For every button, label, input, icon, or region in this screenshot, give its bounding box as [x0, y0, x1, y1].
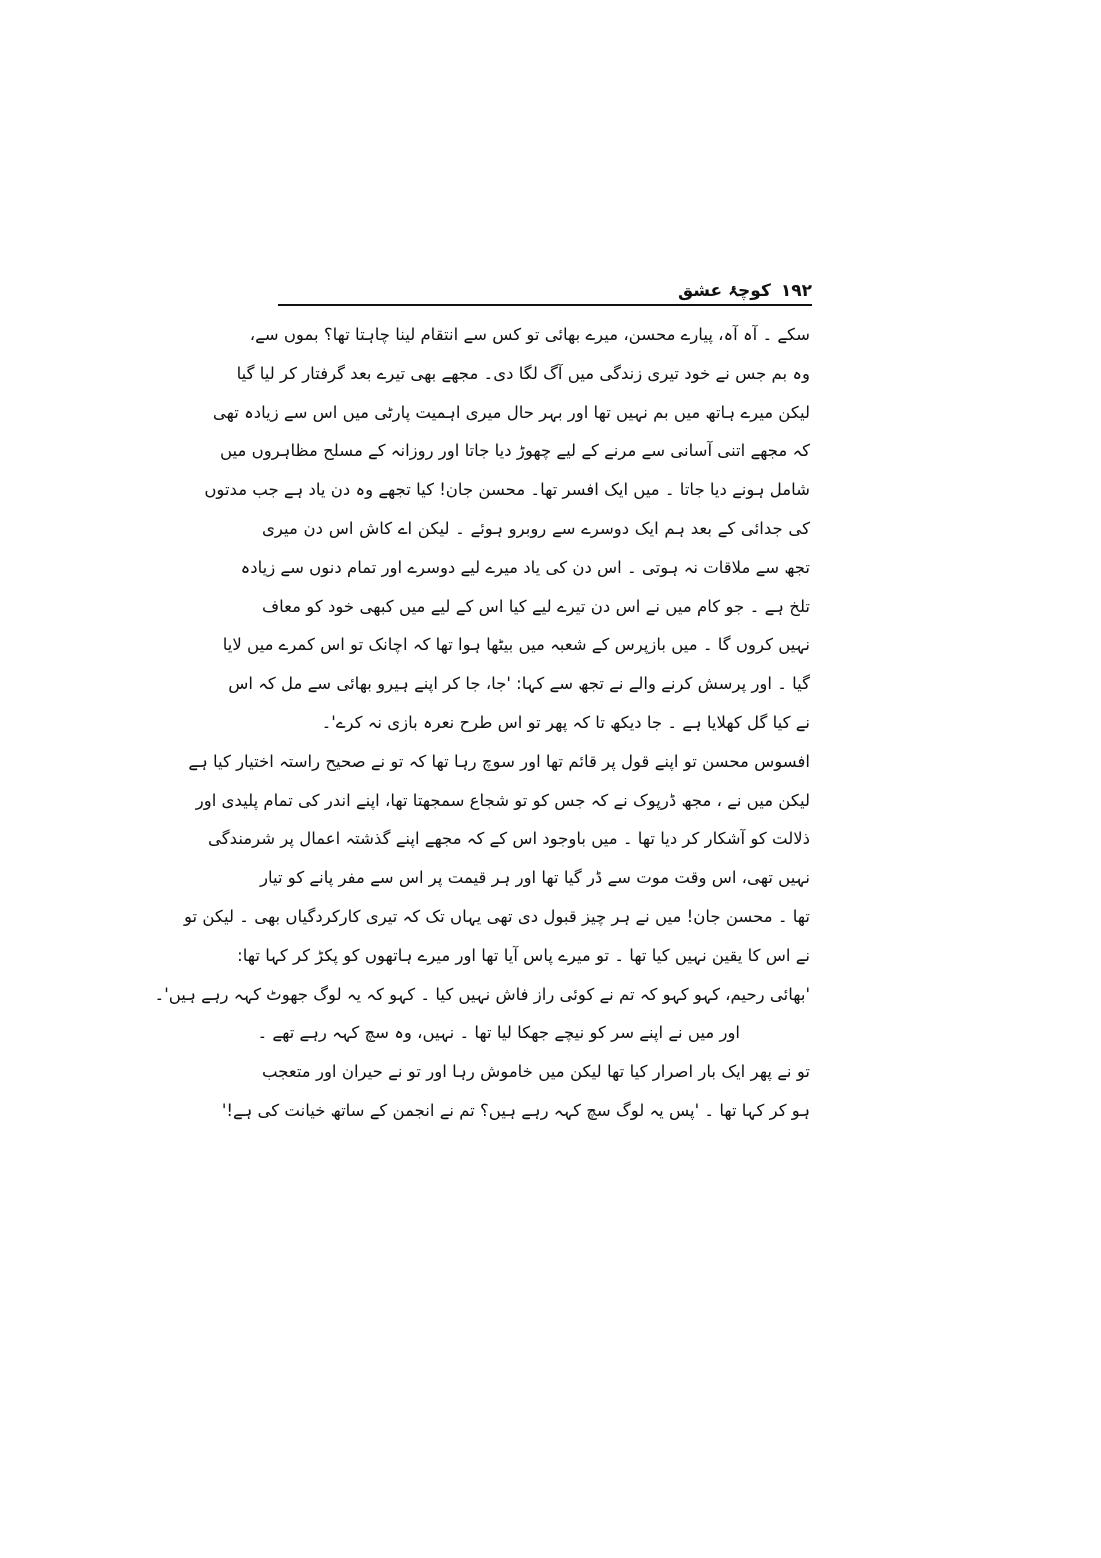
text-line: افسوس محسن تو اپنے قول پر قائم تھا اور سوچ رہا تھا کہ تو نے صحیح راستہ اختیار کیا ہے: [188, 751, 810, 771]
text-line: تو نے پھر ایک بار اصرار کیا تھا لیکن میں خاموش رہا اور تو نے حیران اور متعجب: [262, 1062, 810, 1082]
text-line: کہ مجھے اتنی آسانی سے مرنے کے لیے چھوڑ دیا جاتا اور روزانہ کے مسلح مظاہروں میں: [220, 441, 810, 461]
text-line: شامل ہونے دیا جاتا ۔ میں ایک افسر تھا۔ محسن جان! کیا تجھے وہ دن یاد ہے جب مدتوں: [204, 480, 810, 500]
page-number: ۱۹۲: [780, 281, 812, 301]
text-line: سکے ۔ آہ آہ، پیارے محسن، میرے بھائی تو کس سے انتقام لینا چاہتا تھا؟ بموں سے،: [249, 325, 810, 344]
text-line: ہو کر کہا تھا ۔ 'پس یہ لوگ سچ کہہ رہے ہیں؟ تم نے انجمن کے ساتھ خیانت کی ہے!': [221, 1100, 810, 1120]
text-line: لیکن میں نے ، مجھ ڈرپوک نے کہ جس کو تو شجاع سمجھتا تھا، اپنے اندر کی تمام پلیدی اور: [195, 790, 810, 810]
text-line: نے اس کا یقین نہیں کیا تھا ۔ تو میرے پاس آیا تھا اور میرے ہاتھوں کو پکڑ کر کہا تھا:: [237, 945, 810, 965]
text-line: ذلالت کو آشکار کر دیا تھا ۔ میں باوجود اس کے کہ مجھے اپنے گذشتہ اعمال پر شرمندگی: [208, 829, 810, 849]
text-line: وہ بم جس نے خود تیری زندگی میں آگ لگا دی۔ مجھے بھی تیرے بعد گرفتار کر لیا گیا: [236, 363, 810, 383]
text-line: نہیں تھی، اس وقت موت سے ڈر گیا تھا اور ہر قیمت پر اس سے مفر پانے کو تیار: [260, 868, 810, 888]
text-line: اور میں نے اپنے سر کو نیچے جھکا لیا تھا ۔ نہیں، وہ سچ کہہ رہے تھے ۔: [257, 1023, 740, 1043]
text-line: تجھ سے ملاقات نہ ہوتی ۔ اس دن کی یاد میرے لیے دوسرے اور تمام دنوں سے زیادہ: [240, 557, 810, 577]
text-line: گیا ۔ اور پرسش کرنے والے نے تجھ سے کہا: 'جا، جا کر اپنے ہیرو بھائی سے مل کہ اس: [228, 674, 810, 694]
text-line: کی جدائی کے بعد ہم ایک دوسرے سے روبرو ہوئے ۔ لیکن اے کاش اس دن میری: [262, 518, 810, 538]
text-line: تھا ۔ محسن جان! میں نے ہر چیز قبول دی تھی یہاں تک کہ تیری کارکردگیاں بھی ۔ لیکن تو: [184, 906, 810, 926]
running-header: [278, 278, 812, 302]
header-rule: [278, 304, 812, 306]
text-line: تلخ ہے ۔ جو کام میں نے اس دن تیرے لیے کیا اس کے لیے میں کبھی خود کو معاف: [262, 596, 810, 616]
text-line: لیکن میرے ہاتھ میں بم نہیں تھا اور بہر حال میری اہمیت پارٹی میں اس سے زیادہ تھی: [212, 402, 810, 422]
body-text: [154, 316, 810, 1131]
text-line: نہیں کروں گا ۔ میں بازپرس کے شعبہ میں بیٹھا ہوا تھا کہ اچانک تو اس کمرے میں لایا: [222, 635, 810, 655]
text-line: 'بھائی رحیم، کہو کہو کہ تم نے کوئی راز فاش نہیں کیا ۔ کہو کہ یہ لوگ جھوٹ کہہ رہے ہیں'۔: [154, 984, 810, 1004]
book-title: کوچۂ عشق: [677, 281, 771, 301]
text-line: نے کیا گل کھلایا ہے ۔ جا دیکھ تا کہ پھر تو اس طرح نعرہ بازی نہ کرے'۔: [321, 712, 810, 732]
